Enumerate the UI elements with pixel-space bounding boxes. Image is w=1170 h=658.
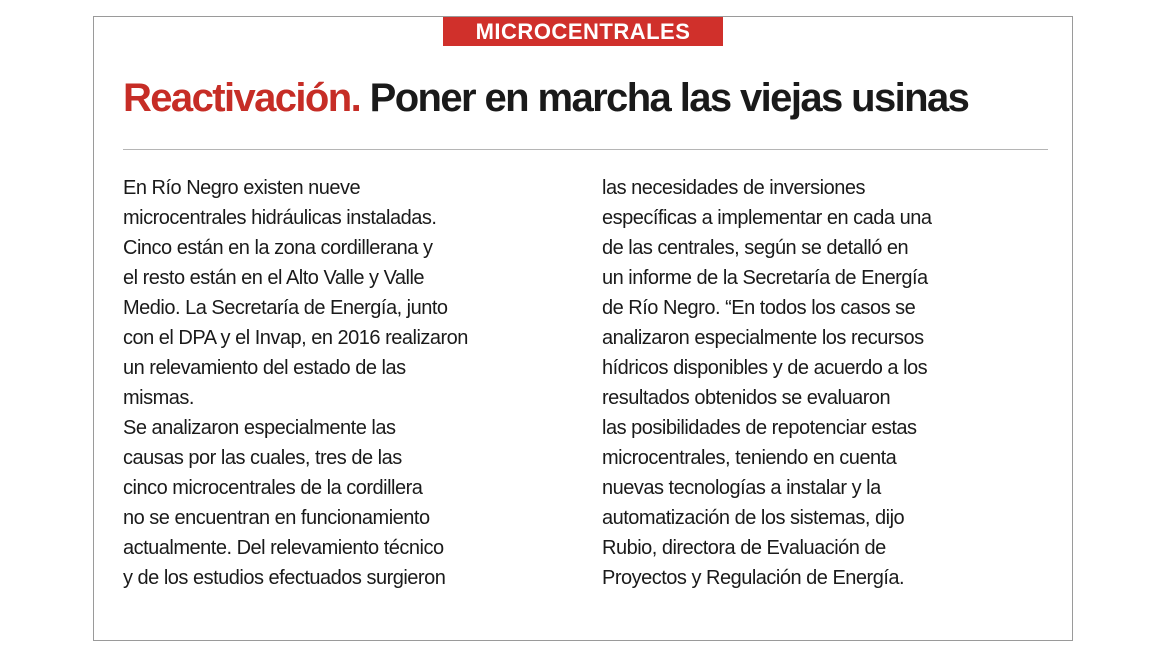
headline-title: Poner en marcha las viejas usinas	[369, 76, 969, 120]
headline	[123, 70, 1063, 126]
body-line: actualmente. Del relevamiento técnico	[123, 537, 444, 559]
body-line: un informe de la Secretaría de Energía	[602, 267, 928, 289]
body-line: de Río Negro. “En todos los casos se	[602, 297, 916, 319]
body-line: analizaron especialmente los recursos	[602, 327, 924, 349]
body-line: nuevas tecnologías a instalar y la	[602, 477, 881, 499]
headline-kicker: Reactivación.	[123, 76, 361, 120]
body-line: Medio. La Secretaría de Energía, junto	[123, 297, 448, 319]
body-column-right	[602, 173, 1052, 593]
body-line: con el DPA y el Invap, en 2016 realizaron	[123, 327, 468, 349]
body-line: causas por las cuales, tres de las	[123, 447, 402, 469]
body-line: las necesidades de inversiones	[602, 177, 865, 199]
body-line: En Río Negro existen nueve	[123, 177, 361, 199]
body-line: las posibilidades de repotenciar estas	[602, 417, 917, 439]
body-line: hídricos disponibles y de acuerdo a los	[602, 357, 928, 379]
body-line: automatización de los sistemas, dijo	[602, 507, 905, 529]
body-line: Proyectos y Regulación de Energía.	[602, 567, 905, 589]
body-line: resultados obtenidos se evaluaron	[602, 387, 891, 409]
headline-divider	[123, 149, 1048, 150]
section-tag: MICROCENTRALES	[443, 17, 723, 46]
body-line: el resto están en el Alto Valle y Valle	[123, 267, 425, 289]
body-line: Se analizaron especialmente las	[123, 417, 396, 439]
body-line: mismas.	[123, 387, 194, 409]
body-line: específicas a implementar en cada una	[602, 207, 932, 229]
body-line: Cinco están en la zona cordillerana y	[123, 237, 433, 259]
body-line: microcentrales, teniendo en cuenta	[602, 447, 897, 469]
body-line: no se encuentran en funcionamiento	[123, 507, 430, 529]
body-column-left	[123, 173, 573, 593]
body-line: y de los estudios efectuados surgieron	[123, 567, 446, 589]
body-line: un relevamiento del estado de las	[123, 357, 406, 379]
body-line: de las centrales, según se detalló en	[602, 237, 909, 259]
body-line: Rubio, directora de Evaluación de	[602, 537, 886, 559]
body-line: microcentrales hidráulicas instaladas.	[123, 207, 437, 229]
body-line: cinco microcentrales de la cordillera	[123, 477, 423, 499]
